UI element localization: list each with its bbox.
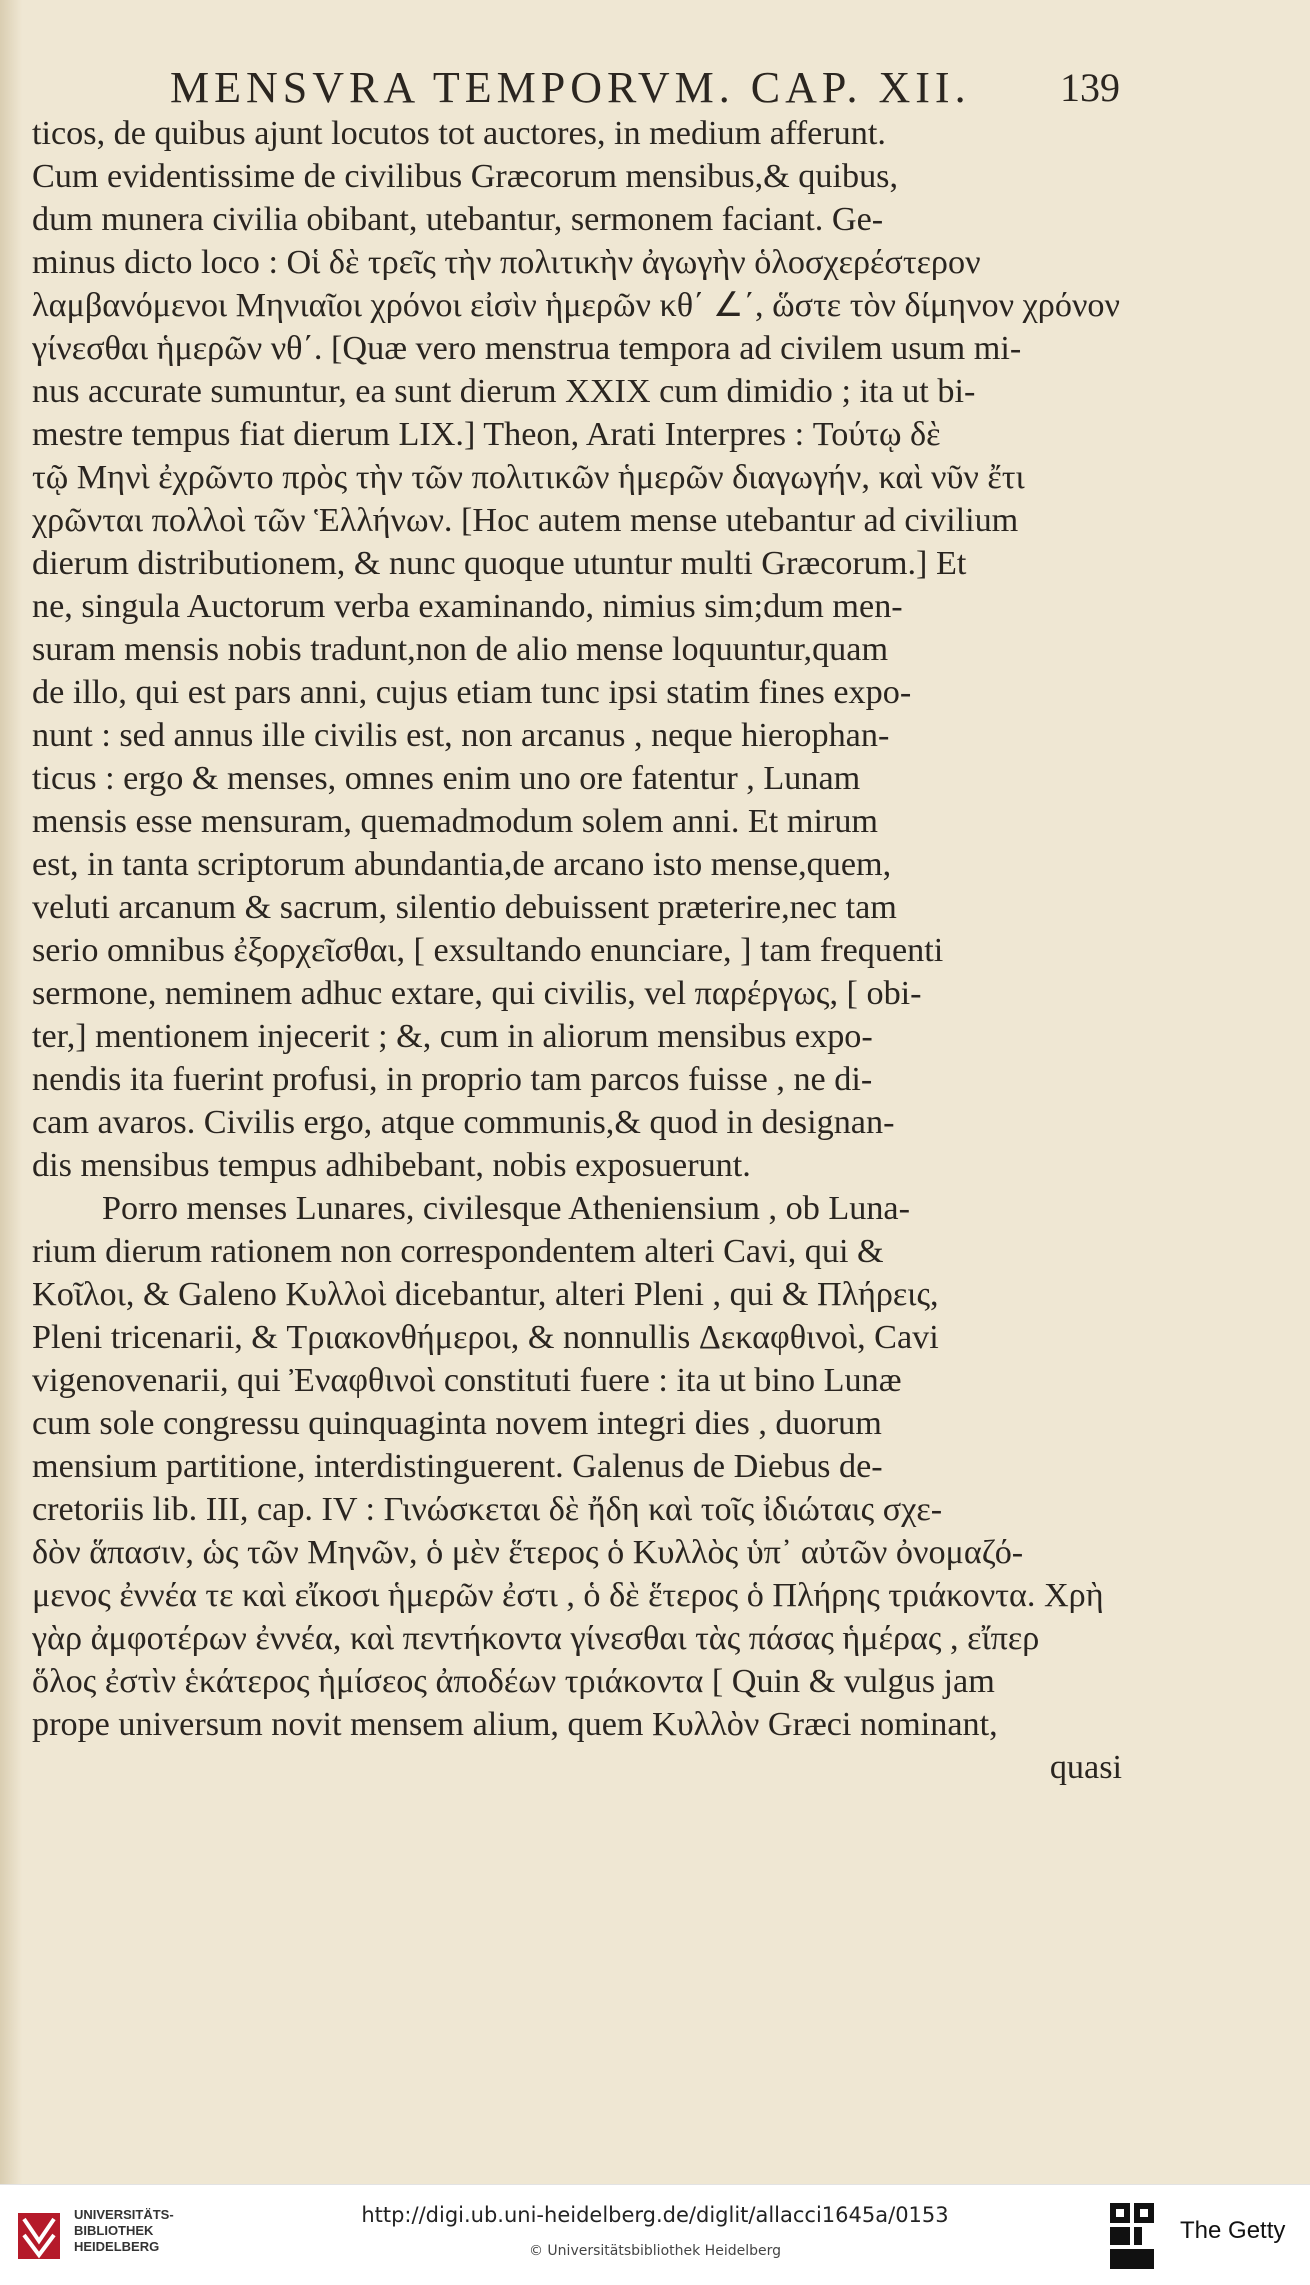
page-edge-shadow	[0, 0, 22, 2184]
text-line: γίνεσθαι ἡμερῶν νθ΄. [Quæ vero menstrua tempora ad civilem usum mi-	[32, 330, 1022, 367]
text-line: γὰρ ἀμφοτέρων ἐννέα, καὶ πεντήκοντα γίνεσθαι τὰς πάσας ἡμέρας , εἴπερ	[32, 1620, 1040, 1657]
page-number: 139	[1060, 65, 1120, 110]
text-line: ticus : ergo & menses, omnes enim uno ore fatentur , Lunam	[32, 760, 861, 797]
text-line: dum munera civilia obibant, utebantur, sermonem faciant. Ge-	[32, 201, 884, 238]
body-text	[32, 112, 1142, 1789]
text-line: χρῶνται πολλοὶ τῶν Ἑλλήνων. [Hoc autem mense utebantur ad civilium	[32, 502, 1019, 539]
text-line: ter,] mentionem injecerit ; &, cum in aliorum mensibus expo-	[32, 1018, 873, 1055]
text-line: mensis esse mensuram, quemadmodum solem anni. Et mirum	[32, 803, 879, 840]
text-line: de illo, qui est pars anni, cujus etiam tunc ipsi statim fines expo-	[32, 674, 912, 711]
text-line: est, in tanta scriptorum abundantia,de arcano isto mense,quem,	[32, 846, 892, 883]
text-line: vigenovenarii, qui Ἐναφθινοὶ constituti fuere : ita ut bino Lunæ	[32, 1362, 902, 1399]
catchword: quasi	[1049, 1749, 1122, 1786]
text-line: λαμβανόμενοι Μηνιαῖοι χρόνοι εἰσὶν ἡμερῶν κθ΄ ∠΄, ὥστε τὸν δίμηνον χρόνον	[32, 287, 1120, 324]
running-head: MENSVRA TEMPORVM. CAP. XII.	[170, 63, 971, 112]
text-line: τῷ Μηνὶ ἐχρῶντο πρὸς τὴν τῶν πολιτικῶν ἡμερῶν διαγωγήν, καὶ νῦν ἔτι	[32, 459, 1025, 496]
text-line: veluti arcanum & sacrum, silentio debuissent præterire,nec tam	[32, 889, 897, 926]
text-line: nendis ita fuerint profusi, in proprio tam parcos fuisse , ne di-	[32, 1061, 873, 1098]
text-line: prope universum novit mensem alium, quem Κυλλὸν Græci nominant,	[32, 1706, 998, 1743]
text-line: rium dierum rationem non correspondentem alteri Cavi, qui &	[32, 1233, 884, 1270]
getty-logo-icon	[1110, 2203, 1154, 2269]
viewer-footer	[0, 2184, 1310, 2285]
text-line: minus dicto loco : Οἱ δὲ τρεῖς τὴν πολιτικὴν ἀγωγὴν ὁλοσχερέστερον	[32, 244, 981, 281]
text-line: sermone, neminem adhuc extare, qui civilis, vel παρέργως, [ obi-	[32, 975, 922, 1012]
text-line: dierum distributionem, & nunc quoque utuntur multi Græcorum.] Et	[32, 545, 967, 582]
getty-name: The Getty	[1180, 2217, 1286, 2244]
text-line: Κοῖλοι, & Galeno Κυλλοὶ dicebantur, alteri Pleni , qui & Πλήρεις,	[32, 1276, 939, 1313]
text-line: μενος ἐννέα τε καὶ εἴκοσι ἡμερῶν ἐστι , ὁ δὲ ἕτερος ὁ Πλήρης τριάκοντα. Χρὴ	[32, 1577, 1104, 1614]
text-line: ne, singula Auctorum verba examinando, nimius sim;dum men-	[32, 588, 903, 625]
text-line: Pleni tricenarii, & Τριακονθήμεροι, & nonnullis Δεκαφθινοὶ, Cavi	[32, 1319, 939, 1356]
text-line: cretoriis lib. III, cap. IV : Γινώσκεται δὲ ἤδη καὶ τοῖς ἰδιώταις σχε-	[32, 1491, 943, 1528]
permalink-url[interactable]: http://digi.ub.uni-heidelberg.de/diglit/allacci1645a/0153	[361, 2203, 949, 2227]
text-line: mestre tempus fiat dierum LIX.] Theon, Arati Interpres : Τούτῳ δὲ	[32, 416, 941, 453]
paragraph-start-line: Porro menses Lunares, civilesque Atheniensium , ob Luna-	[102, 1190, 910, 1227]
text-line: nus accurate sumuntur, ea sunt dierum XXIX cum dimidio ; ita ut bi-	[32, 373, 976, 410]
text-line: δὸν ἅπασιν, ὡς τῶν Μηνῶν, ὁ μὲν ἕτερος ὁ Κυλλὸς ὑπ᾽ αὐτῶν ὀνομαζό-	[32, 1534, 1024, 1571]
text-line: dis mensibus tempus adhibebant, nobis exposuerunt.	[32, 1147, 751, 1184]
text-line: mensium partitione, interdistinguerent. Galenus de Diebus de-	[32, 1448, 883, 1485]
library-name: UNIVERSITÄTS- BIBLIOTHEK HEIDELBERG	[74, 2207, 174, 2254]
text-line: ticos, de quibus ajunt locutos tot auctores, in medium afferunt.	[32, 115, 886, 152]
text-line: ὅλος ἐστὶν ἑκάτερος ἡμίσεος ἀποδέων τριάκοντα [ Quin & vulgus jam	[32, 1663, 995, 1700]
copyright-notice: © Universitätsbibliothek Heidelberg	[528, 2243, 781, 2259]
text-line: cam avaros. Civilis ergo, atque communis,& quod in designan-	[32, 1104, 895, 1141]
text-line: Cum evidentissime de civilibus Græcorum mensibus,& quibus,	[32, 158, 899, 195]
text-line: cum sole congressu quinquaginta novem integri dies , duorum	[32, 1405, 882, 1442]
text-line: suram mensis nobis tradunt,non de alio mense loquuntur,quam	[32, 631, 889, 668]
text-line: serio omnibus ἐξορχεῖσθαι, [ exsultando enunciare, ] tam frequenti	[32, 932, 944, 969]
text-line: nunt : sed annus ille civilis est, non arcanus , neque hierophan-	[32, 717, 890, 754]
